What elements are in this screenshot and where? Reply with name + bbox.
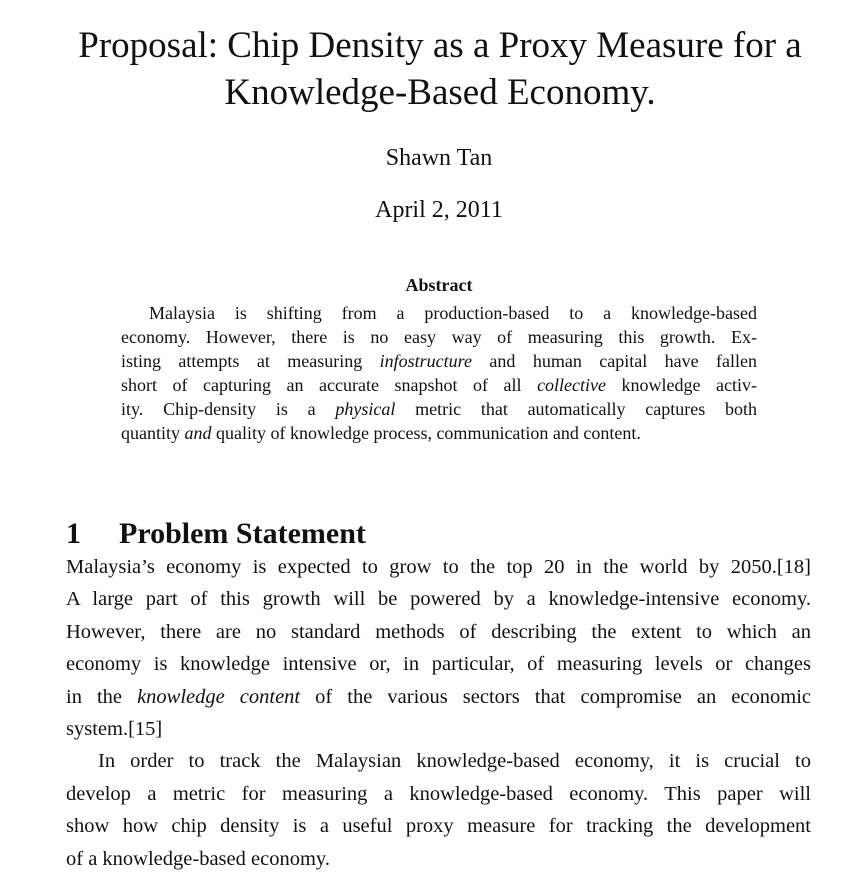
body-line: develop a metric for measuring a knowledge-based economy. This paper will xyxy=(66,782,811,805)
abstract-line: short of capturing an accurate snapshot of all collective knowledge activ- xyxy=(121,375,758,395)
section-number: 1 xyxy=(66,516,81,550)
abstract-line: isting attempts at measuring infostructure and human capital have fallen xyxy=(121,351,758,371)
body-line: In order to track the Malaysian knowledge-based economy, it is crucial to xyxy=(98,750,811,773)
abstract-body xyxy=(121,301,757,445)
emphasis: knowledge content xyxy=(137,685,301,708)
body-line: in the knowledge content of the various sectors that compromise an economic xyxy=(66,685,811,708)
abstract-line: economy. However, there is no easy way of measuring this growth. Ex- xyxy=(121,327,757,347)
abstract-heading: Abstract xyxy=(405,275,473,295)
body-line: of a knowledge-based economy. xyxy=(66,847,330,870)
emphasis: physical xyxy=(335,399,396,419)
paper-title xyxy=(40,22,840,116)
emphasis: and xyxy=(184,423,212,443)
author-name: Shawn Tan xyxy=(385,145,493,171)
section-heading xyxy=(66,514,366,554)
section-title: Problem Statement xyxy=(119,516,366,550)
abstract-line: Malaysia is shifting from a production-based to a knowledge-based xyxy=(149,303,757,323)
body-line: show how chip density is a useful proxy measure for tracking the development xyxy=(66,815,811,838)
abstract-line: ity. Chip-density is a physical metric that automatically captures both xyxy=(121,399,758,419)
body-line: economy is knowledge intensive or, in particular, of measuring levels or changes xyxy=(66,653,811,676)
body-line: However, there are no standard methods of describing the extent to which an xyxy=(66,620,811,643)
paper-date: April 2, 2011 xyxy=(375,197,503,223)
abstract-line: quantity and quality of knowledge process, communication and content. xyxy=(121,423,641,443)
section-body xyxy=(66,551,811,875)
title-line-2: Knowledge-Based Economy. xyxy=(224,72,656,113)
title-line-1: Proposal: Chip Density as a Proxy Measure for a xyxy=(78,25,802,66)
body-line: Malaysia’s economy is expected to grow to the top 20 in the world by 2050.[18] xyxy=(66,556,811,578)
body-line: system.[15] xyxy=(66,717,163,740)
body-line: A large part of this growth will be powered by a knowledge-intensive economy. xyxy=(66,588,811,611)
emphasis: collective xyxy=(537,375,607,395)
emphasis: infostructure xyxy=(379,351,472,371)
